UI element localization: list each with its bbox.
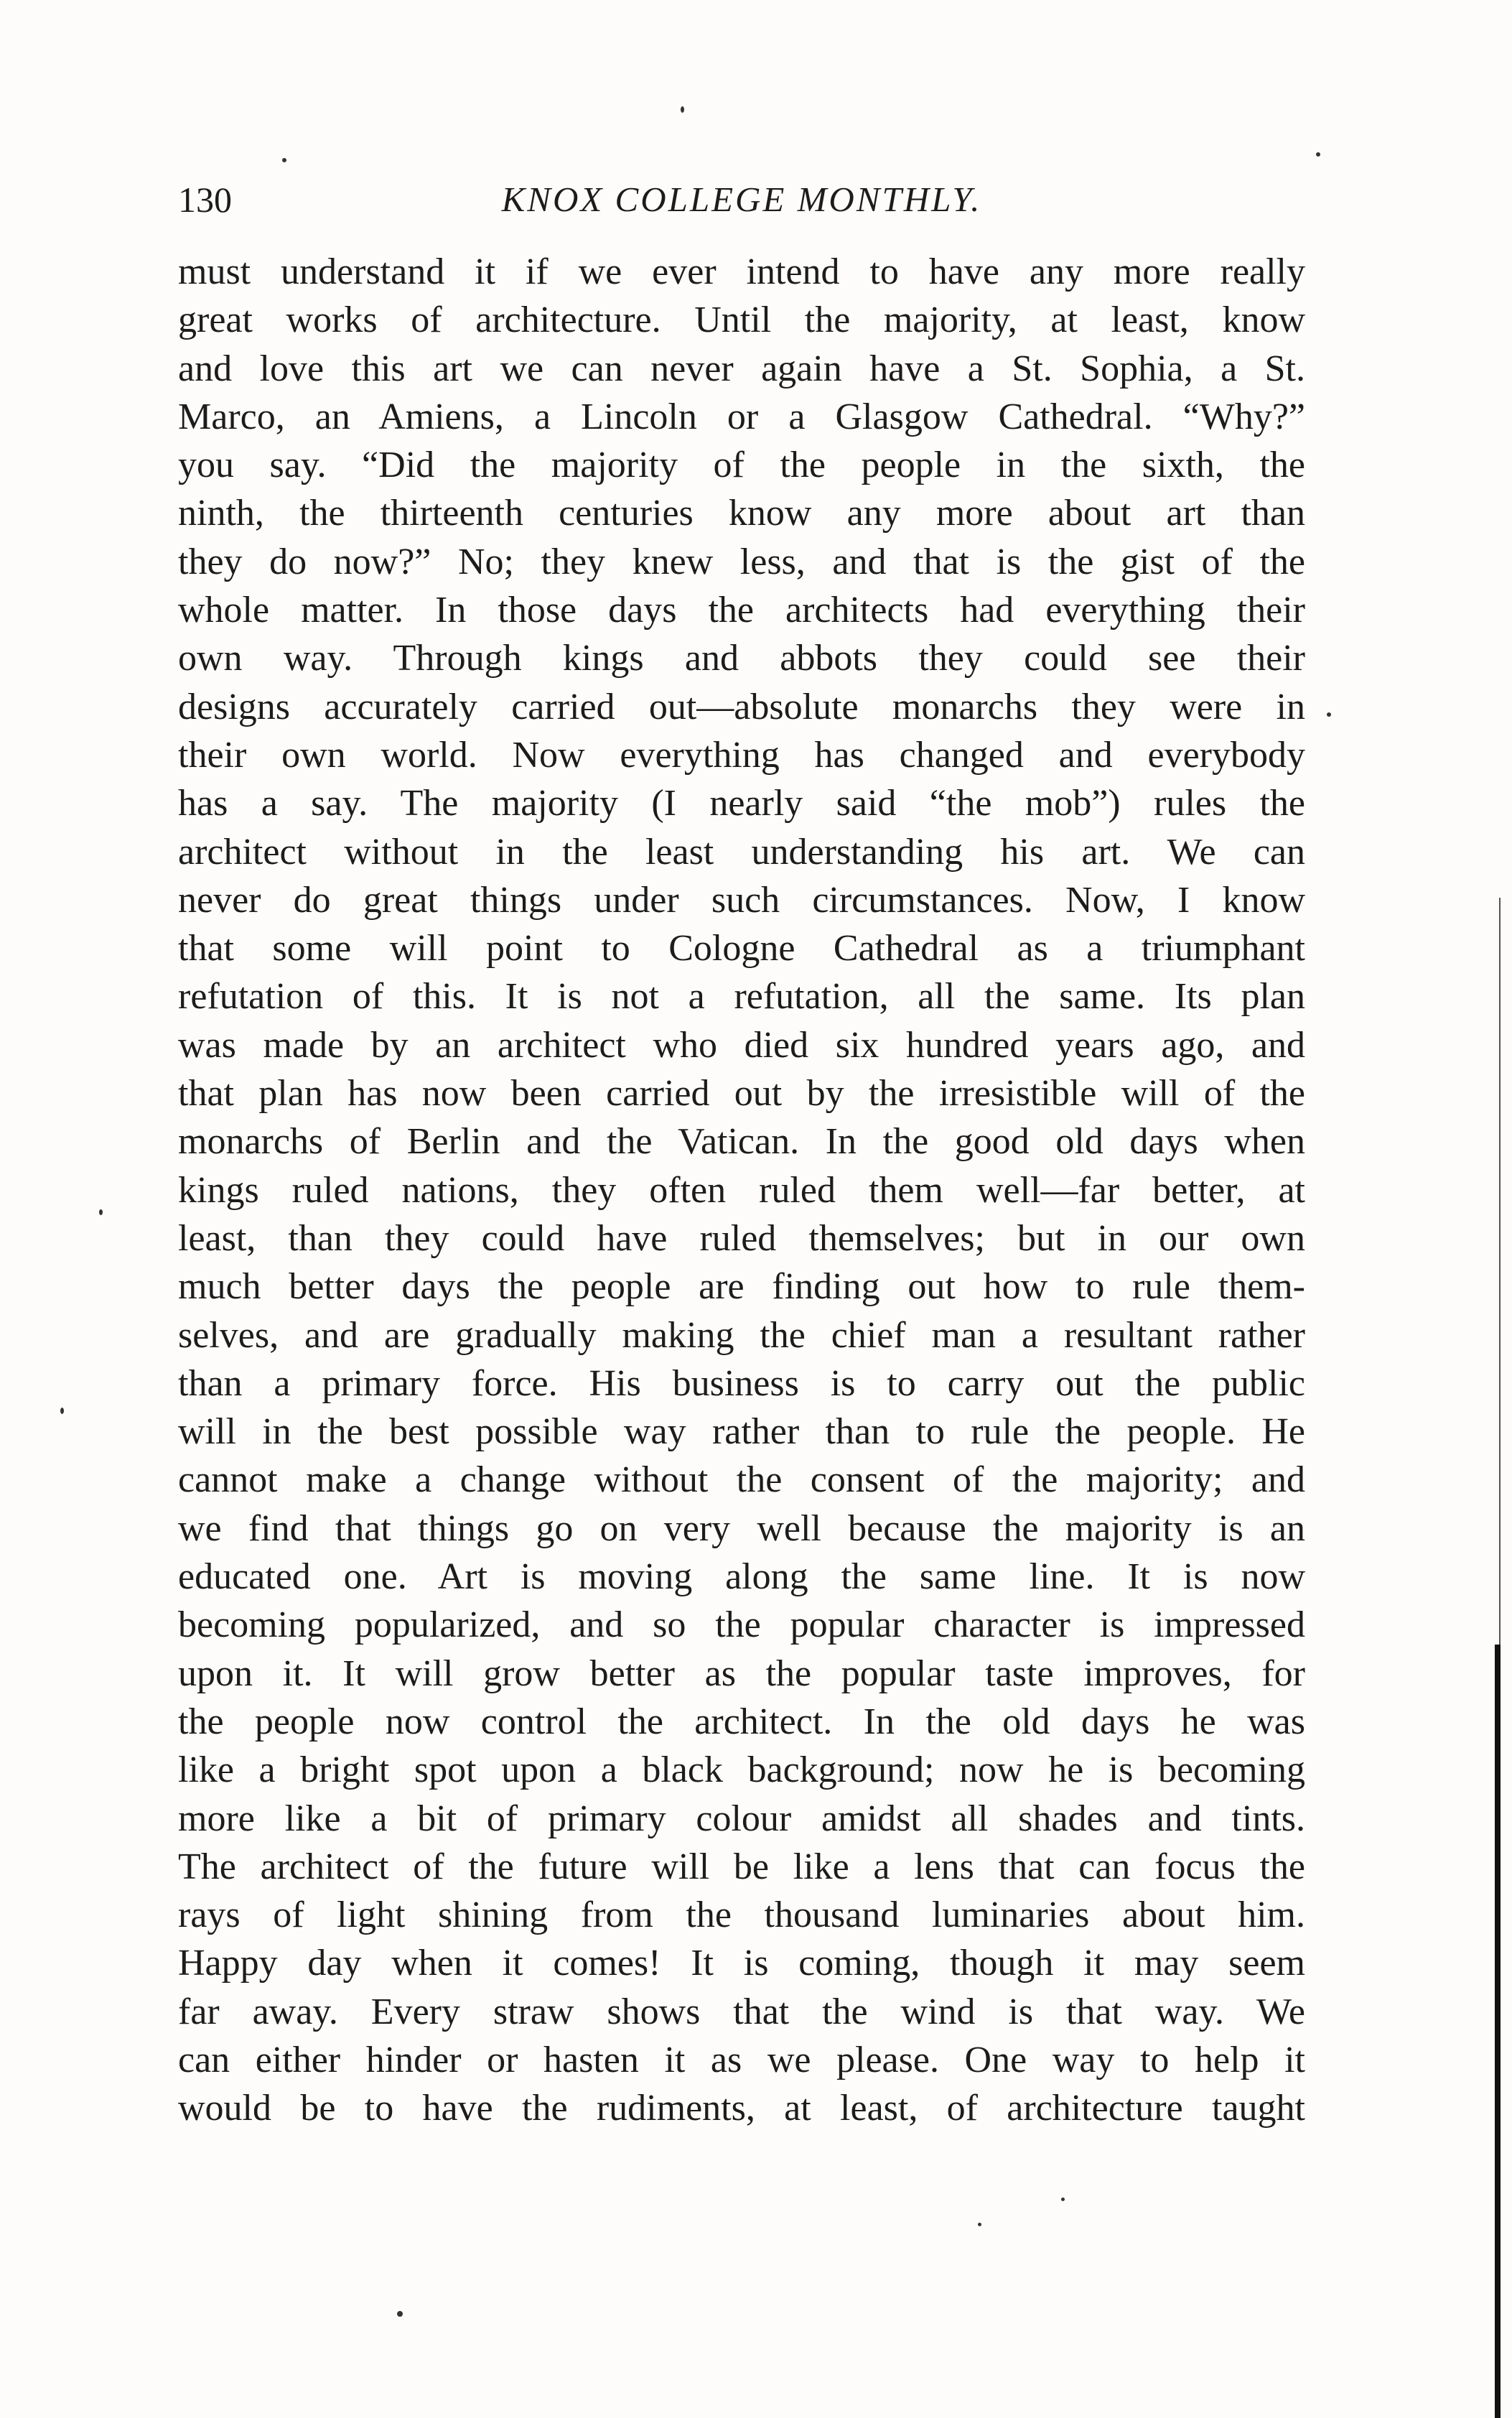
body-line: cannot make a change without the consent of the majority; and — [178, 1459, 1305, 1501]
body-line: the people now control the architect. In the old days he was — [178, 1701, 1305, 1742]
body-line: that plan has now been carried out by the irresistible will of the — [178, 1073, 1305, 1115]
body-line: kings ruled nations, they often ruled them well—far better, at — [178, 1169, 1305, 1211]
body-line: was made by an architect who died six hundred years ago, and — [178, 1024, 1305, 1066]
ink-speck — [1061, 2198, 1065, 2201]
page-edge-shadow — [1495, 1645, 1501, 2418]
body-line: more like a bit of primary colour amidst all shades and tints. — [178, 1798, 1305, 1839]
body-line: that some will point to Cologne Cathedral as a triumphant — [178, 928, 1305, 969]
body-line: whole matter. In those days the architects had everything their — [178, 590, 1305, 631]
body-line: would be to have the rudiments, at least, of architecture taught — [178, 2088, 1305, 2129]
body-line: Happy day when it comes! It is coming, though it may seem — [178, 1943, 1305, 1984]
page-header — [178, 171, 1305, 228]
body-line: we find that things go on very well because the majority is an — [178, 1507, 1305, 1549]
body-line: never do great things under such circumstances. Now, I know — [178, 879, 1305, 921]
ink-speck — [1316, 152, 1320, 157]
body-text — [178, 248, 1305, 2133]
body-line: much better days the people are finding out how to rule them- — [178, 1266, 1305, 1308]
page-edge-shadow-thin — [1499, 898, 1501, 1645]
body-line: has a say. The majority (I nearly said “the mob”) rules the — [178, 783, 1305, 824]
ink-speck — [99, 1209, 103, 1215]
body-line: their own world. Now everything has changed and everybody — [178, 734, 1305, 776]
body-line: upon it. It will grow better as the popular taste improves, for — [178, 1652, 1305, 1694]
body-line: you say. “Did the majority of the people in the sixth, the — [178, 445, 1305, 486]
page-number: 130 — [178, 180, 232, 220]
body-line: ninth, the thirteenth centuries know any more about art than — [178, 493, 1305, 534]
ink-speck — [1327, 712, 1331, 717]
ink-speck — [60, 1408, 64, 1414]
body-line: architect without in the least understanding his art. We can — [178, 831, 1305, 873]
body-line: must understand it if we ever intend to have any more really — [178, 251, 1305, 292]
body-line: educated one. Art is moving along the same line. It is now — [178, 1556, 1305, 1598]
body-line: rays of light shining from the thousand luminaries about him. — [178, 1894, 1305, 1936]
ink-speck — [681, 106, 684, 113]
body-line: The architect of the future will be like a lens that can focus the — [178, 1846, 1305, 1887]
body-line: monarchs of Berlin and the Vatican. In the good old days when — [178, 1121, 1305, 1163]
body-line: Marco, an Amiens, a Lincoln or a Glasgow Cathedral. “Why?” — [178, 396, 1305, 437]
ink-speck — [978, 2223, 981, 2226]
body-line: becoming popularized, and so the popular character is impressed — [178, 1604, 1305, 1646]
body-line: and love this art we can never again have a St. Sophia, a St. — [178, 348, 1305, 389]
body-line: designs accurately carried out—absolute monarchs they were in — [178, 686, 1305, 727]
body-line: far away. Every straw shows that the wind is that way. We — [178, 1991, 1305, 2032]
body-line: will in the best possible way rather than to rule the people. He — [178, 1411, 1305, 1453]
body-line: own way. Through kings and abbots they could see their — [178, 638, 1305, 679]
body-line: great works of architecture. Until the majority, at least, know — [178, 299, 1305, 341]
body-line: like a bright spot upon a black background; now he is becoming — [178, 1749, 1305, 1791]
body-line: selves, and are gradually making the chief man a resultant rather — [178, 1314, 1305, 1356]
body-line: can either hinder or hasten it as we please. One way to help it — [178, 2039, 1305, 2080]
running-title: KNOX COLLEGE MONTHLY. — [501, 180, 982, 219]
ink-speck — [282, 158, 286, 162]
body-line: least, than they could have ruled themselves; but in our own — [178, 1217, 1305, 1259]
body-line: than a primary force. His business is to carry out the public — [178, 1362, 1305, 1404]
body-line: they do now?” No; they knew less, and that is the gist of the — [178, 541, 1305, 582]
body-line: refutation of this. It is not a refutation, all the same. Its plan — [178, 976, 1305, 1018]
ink-speck — [397, 2311, 403, 2317]
